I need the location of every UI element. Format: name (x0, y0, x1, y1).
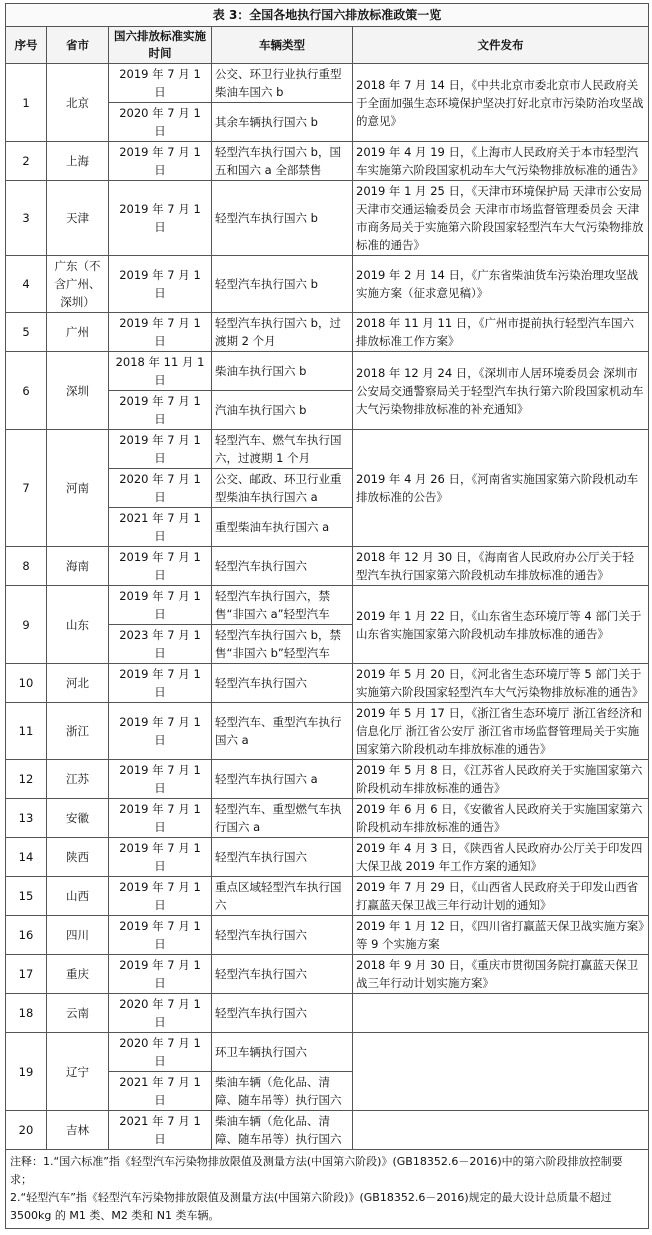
row-document: 2018 年 11 月 11 日，《广州市提前执行轻型汽车国六排放标准工作方案》 (353, 313, 649, 352)
row-document: 2019 年 4 月 26 日，《河南省实施国家第六阶段机动车排放标准的公告》 (353, 430, 649, 547)
notes-cell (6, 1150, 649, 1229)
row-document: 2019 年 1 月 12 日，《四川省打赢蓝天保卫战实施方案》等 9 个实施方案 (353, 916, 649, 955)
row-number: 14 (6, 838, 47, 877)
row-date: 2019 年 7 月 1 日 (109, 760, 212, 799)
row-vehicle-type: 柴油车辆（危化品、清障、随车吊等）执行国六 (212, 1072, 353, 1111)
row-number: 12 (6, 760, 47, 799)
row-document: 2019 年 4 月 3 日，《陕西省人民政府办公厅关于印发四大保卫战 2019 年工作方案的通知》 (353, 838, 649, 877)
row-number: 8 (6, 547, 47, 586)
row-vehicle-type: 轻型汽车、重型燃气车执行国六 a (212, 799, 353, 838)
row-province: 陕西 (47, 838, 109, 877)
table-body (6, 64, 649, 1150)
row-document: 2018 年 9 月 30 日，《重庆市贯彻国务院打赢蓝天保卫战三年行动计划实施方案》 (353, 955, 649, 994)
row-vehicle-type: 其余车辆执行国六 b (212, 103, 353, 142)
table-row (6, 916, 649, 955)
row-vehicle-type: 柴油车执行国六 b (212, 352, 353, 391)
row-province: 上海 (47, 142, 109, 181)
row-date: 2019 年 7 月 1 日 (109, 181, 212, 256)
row-number: 19 (6, 1033, 47, 1111)
row-vehicle-type: 汽油车执行国六 b (212, 391, 353, 430)
row-vehicle-type: 轻型汽车执行国六 (212, 955, 353, 994)
row-date: 2021 年 7 月 1 日 (109, 1072, 212, 1111)
row-number: 15 (6, 877, 47, 916)
row-vehicle-type: 轻型汽车执行国六 b，国五和国六 a 全部禁售 (212, 142, 353, 181)
table-row (6, 1033, 649, 1072)
row-province: 云南 (47, 994, 109, 1033)
row-document: 2019 年 2 月 14 日，《广东省柴油货车污染治理攻坚战实施方案（征求意见稿）》 (353, 256, 649, 313)
row-vehicle-type: 公交、邮政、环卫行业重型柴油车执行国六 a (212, 469, 353, 508)
row-document: 2018 年 12 月 24 日，《深圳市人居环境委员会 深圳市公安局交通警察局关于轻型汽车执行第六阶段国家机动车大气污染物排放标准的补充通知》 (353, 352, 649, 430)
policy-table (5, 3, 649, 1229)
row-date: 2020 年 7 月 1 日 (109, 994, 212, 1033)
header-date: 国六排放标准实施时间 (109, 27, 212, 64)
row-vehicle-type: 轻型汽车、燃气车执行国六，过渡期 1 个月 (212, 430, 353, 469)
row-document (353, 994, 649, 1033)
table-title-row (6, 4, 649, 27)
row-vehicle-type: 轻型汽车执行国六 (212, 994, 353, 1033)
row-number: 4 (6, 256, 47, 313)
row-vehicle-type: 轻型汽车执行国六 b，禁售“非国六 b”轻型汽车 (212, 625, 353, 664)
row-date: 2019 年 7 月 1 日 (109, 142, 212, 181)
policy-table-container (5, 3, 648, 1229)
row-date: 2019 年 7 月 1 日 (109, 586, 212, 625)
row-document: 2018 年 12 月 30 日，《海南省人民政府办公厅关于轻型汽车执行国家第六阶段机动车排放标准的通告》 (353, 547, 649, 586)
row-province: 四川 (47, 916, 109, 955)
table-row (6, 547, 649, 586)
row-province: 重庆 (47, 955, 109, 994)
row-vehicle-type: 柴油车辆（危化品、清障、随车吊等）执行国六 (212, 1111, 353, 1150)
row-number: 9 (6, 586, 47, 664)
row-date: 2019 年 7 月 1 日 (109, 916, 212, 955)
row-date: 2019 年 7 月 1 日 (109, 877, 212, 916)
table-row (6, 703, 649, 760)
table-row (6, 955, 649, 994)
row-number: 7 (6, 430, 47, 547)
row-document (353, 1111, 649, 1150)
table-row (6, 586, 649, 625)
row-date: 2018 年 11 月 1 日 (109, 352, 212, 391)
table-row (6, 760, 649, 799)
row-number: 20 (6, 1111, 47, 1150)
row-province: 广东（不含广州、深圳） (47, 256, 109, 313)
note-line-2: 2.“轻型汽车”指《轻型汽车污染物排放限值及测量方法(中国第六阶段)》(GB18352.6－2016)规定的最大设计总质量不超过 3500kg 的 M1 类、M2 类和 N1 类车辆。 (10, 1191, 612, 1222)
row-date: 2019 年 7 月 1 日 (109, 799, 212, 838)
row-vehicle-type: 轻型汽车执行国六 (212, 916, 353, 955)
row-number: 6 (6, 352, 47, 430)
row-vehicle-type: 轻型汽车执行国六 (212, 838, 353, 877)
table-row (6, 64, 649, 103)
row-date: 2019 年 7 月 1 日 (109, 391, 212, 430)
row-vehicle-type: 轻型汽车执行国六 (212, 547, 353, 586)
row-vehicle-type: 轻型汽车执行国六，禁售“非国六 a”轻型汽车 (212, 586, 353, 625)
header-no: 序号 (6, 27, 47, 64)
row-document: 2019 年 7 月 29 日，《山西省人民政府关于印发山西省打赢蓝天保卫战三年行动计划的通知》 (353, 877, 649, 916)
table-row (6, 799, 649, 838)
row-document: 2018 年 7 月 14 日，《中共北京市委北京市人民政府关于全面加强生态环境保护坚决打好北京市污染防治攻坚战的意见》 (353, 64, 649, 142)
row-vehicle-type: 重点区域轻型汽车执行国六 (212, 877, 353, 916)
table-row (6, 1111, 649, 1150)
header-doc: 文件发布 (353, 27, 649, 64)
row-vehicle-type: 公交、环卫行业执行重型柴油车国六 b (212, 64, 353, 103)
row-province: 广州 (47, 313, 109, 352)
row-document: 2019 年 5 月 17 日，《浙江省生态环境厅 浙江省经济和信息化厅 浙江省公安厅 浙江省市场监督管理局关于实施国家第六阶段机动车排放标准的通告》 (353, 703, 649, 760)
row-date: 2019 年 7 月 1 日 (109, 955, 212, 994)
row-province: 河北 (47, 664, 109, 703)
row-document: 2019 年 5 月 8 日，《江苏省人民政府关于实施国家第六阶段机动车排放标准的通告》 (353, 760, 649, 799)
row-date: 2020 年 7 月 1 日 (109, 103, 212, 142)
table-row (6, 352, 649, 391)
row-province: 吉林 (47, 1111, 109, 1150)
table-row (6, 430, 649, 469)
row-number: 11 (6, 703, 47, 760)
row-province: 山西 (47, 877, 109, 916)
row-vehicle-type: 轻型汽车执行国六 b (212, 256, 353, 313)
table-row (6, 838, 649, 877)
row-document: 2019 年 6 月 6 日，《安徽省人民政府关于实施国家第六阶段机动车排放标准的通告》 (353, 799, 649, 838)
row-date: 2019 年 7 月 1 日 (109, 313, 212, 352)
row-document: 2019 年 4 月 19 日，《上海市人民政府关于本市轻型汽车实施第六阶段国家机动车大气污染物排放标准的通告》 (353, 142, 649, 181)
row-date: 2021 年 7 月 1 日 (109, 1111, 212, 1150)
row-date: 2020 年 7 月 1 日 (109, 469, 212, 508)
row-vehicle-type: 轻型汽车、重型汽车执行国六 a (212, 703, 353, 760)
row-province: 浙江 (47, 703, 109, 760)
row-document: 2019 年 1 月 22 日，《山东省生态环境厅等 4 部门关于山东省实施国家第六阶段机动车排放标准的通告》 (353, 586, 649, 664)
row-number: 1 (6, 64, 47, 142)
table-header-row (6, 27, 649, 64)
row-date: 2023 年 7 月 1 日 (109, 625, 212, 664)
header-province: 省市 (47, 27, 109, 64)
notes-row (6, 1150, 649, 1229)
row-province: 河南 (47, 430, 109, 547)
row-province: 辽宁 (47, 1033, 109, 1111)
row-number: 5 (6, 313, 47, 352)
row-province: 江苏 (47, 760, 109, 799)
row-vehicle-type: 重型柴油车执行国六 a (212, 508, 353, 547)
row-vehicle-type: 轻型汽车执行国六 a (212, 760, 353, 799)
row-number: 10 (6, 664, 47, 703)
row-province: 安徽 (47, 799, 109, 838)
row-date: 2019 年 7 月 1 日 (109, 664, 212, 703)
table-row (6, 256, 649, 313)
header-vehicle: 车辆类型 (212, 27, 353, 64)
row-number: 18 (6, 994, 47, 1033)
row-number: 17 (6, 955, 47, 994)
row-province: 深圳 (47, 352, 109, 430)
row-number: 16 (6, 916, 47, 955)
row-province: 天津 (47, 181, 109, 256)
table-row (6, 994, 649, 1033)
table-title: 表 3：全国各地执行国六排放标准政策一览 (6, 4, 649, 27)
row-document (353, 1033, 649, 1111)
table-row (6, 181, 649, 256)
row-number: 13 (6, 799, 47, 838)
row-vehicle-type: 轻型汽车执行国六 (212, 664, 353, 703)
table-row (6, 664, 649, 703)
row-date: 2019 年 7 月 1 日 (109, 703, 212, 760)
row-date: 2020 年 7 月 1 日 (109, 1033, 212, 1072)
row-vehicle-type: 环卫车辆执行国六 (212, 1033, 353, 1072)
row-vehicle-type: 轻型汽车执行国六 b，过渡期 2 个月 (212, 313, 353, 352)
row-number: 3 (6, 181, 47, 256)
row-date: 2019 年 7 月 1 日 (109, 547, 212, 586)
note-line-1: 注释：1.“国六标准”指《轻型汽车污染物排放限值及测量方法(中国第六阶段)》(GB18352.6－2016)中的第六阶段排放控制要求； (10, 1155, 623, 1186)
table-row (6, 877, 649, 916)
row-vehicle-type: 轻型汽车执行国六 b (212, 181, 353, 256)
table-row (6, 142, 649, 181)
row-date: 2019 年 7 月 1 日 (109, 64, 212, 103)
row-number: 2 (6, 142, 47, 181)
row-date: 2019 年 7 月 1 日 (109, 838, 212, 877)
row-province: 山东 (47, 586, 109, 664)
row-document: 2019 年 5 月 20 日，《河北省生态环境厅等 5 部门关于实施第六阶段国家轻型汽车大气污染物排放标准的通告》 (353, 664, 649, 703)
row-date: 2021 年 7 月 1 日 (109, 508, 212, 547)
row-document: 2019 年 1 月 25 日，《天津市环境保护局 天津市公安局 天津市交通运输委员会 天津市市场监督管理委员会 天津市商务局关于实施第六阶段国家轻型汽车大气污染物排放标准的通告》 (353, 181, 649, 256)
table-row (6, 313, 649, 352)
row-date: 2019 年 7 月 1 日 (109, 256, 212, 313)
row-province: 海南 (47, 547, 109, 586)
row-province: 北京 (47, 64, 109, 142)
row-date: 2019 年 7 月 1 日 (109, 430, 212, 469)
